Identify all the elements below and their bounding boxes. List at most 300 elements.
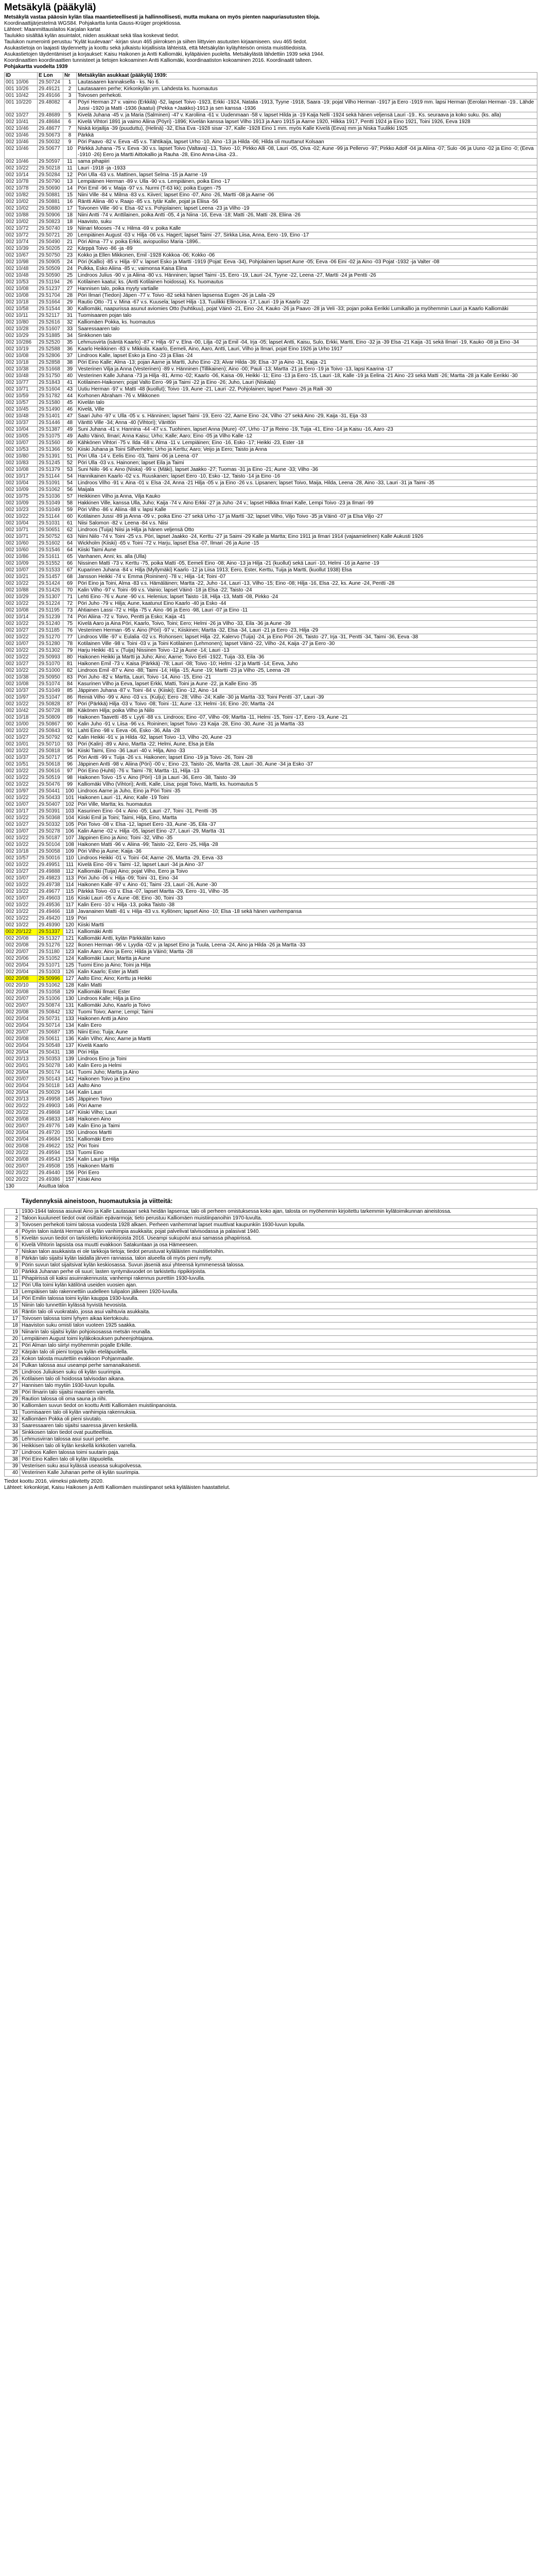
cell-nr: 27 bbox=[63, 286, 77, 293]
closing-line: Tiedot koottu 2016, viimeksi päivitetty 2020. bbox=[4, 1479, 104, 1484]
table-row bbox=[5, 112, 537, 119]
note-row bbox=[5, 1436, 537, 1443]
table-row bbox=[5, 540, 537, 547]
cell-lon: 29.51387 bbox=[38, 427, 63, 433]
cell-id: 002 10/38 bbox=[5, 366, 38, 373]
cell-residents: Pärkkä bbox=[77, 132, 537, 139]
cell-id: 002 10/00 bbox=[5, 721, 38, 728]
table-row bbox=[5, 795, 537, 802]
table-row bbox=[5, 346, 537, 353]
note-row bbox=[5, 1349, 537, 1356]
cell-lon: 29.51185 bbox=[38, 628, 63, 634]
table-row bbox=[5, 99, 537, 112]
cell-residents: Niskä kirjailija -39 (puuduttu), (Helinä) -32, Elsa Eva -1928 sisar -37, Kalle -1928 Eino 1 mm. myös Kalle Kivelä (Eeva) mm ja Niska Tuulikki 1925 bbox=[77, 126, 537, 132]
cell-lon: 29.51062 bbox=[38, 487, 63, 494]
table-row bbox=[5, 520, 537, 527]
cell-id: 002 10/57 bbox=[5, 855, 38, 862]
cell-lon: 29.51607 bbox=[38, 326, 63, 333]
intro-line: Asukastietojen täydentämiset ja korjaukset: Kaisu Haikonen ja Antti Kalliomäki, kyläpäivien puolelta. Metsäkylästä lähdettiin 1939 sekä 1944. bbox=[4, 52, 325, 57]
cell-lon: 29.50284 bbox=[38, 172, 63, 179]
note-number: 31 bbox=[5, 1410, 20, 1416]
cell-residents: Kotilainen kaatui; ks. (Antti Kotilainen hoidossa). Ks. huomautus bbox=[77, 279, 537, 286]
cell-residents: Javanainen Matti -81 v. Hilja -83 v.s. Kyllönen; lapset Aino -10; Elsa -18 sekä hänen vanhempansa bbox=[77, 909, 537, 916]
cell-lon: 29.51239 bbox=[38, 614, 63, 621]
table-row bbox=[5, 694, 537, 701]
cell-nr: 22 bbox=[63, 246, 77, 252]
cell-id: 002 10/78 bbox=[5, 179, 38, 185]
cell-residents: Kalliomäki (Tuija) Aino; pojat Vilho, Eero ja Toivo bbox=[77, 869, 537, 875]
cell-residents: Kasurinen Vilho ja Eeva, lapset Erkki, Matti, Toini ja Aune -22, ja Kalle Eino -35 bbox=[77, 681, 537, 688]
note-number: 2 bbox=[5, 1215, 20, 1222]
table-row bbox=[5, 1096, 537, 1103]
table-row bbox=[5, 982, 537, 989]
table-row bbox=[5, 567, 537, 574]
cell-id: 002 10/48 bbox=[5, 373, 38, 380]
cell-nr: 105 bbox=[63, 822, 77, 828]
table-row bbox=[5, 688, 537, 694]
cell-lon: 29.49166 bbox=[38, 93, 63, 99]
notes-section bbox=[4, 1194, 537, 1477]
cell-nr: 130 bbox=[63, 996, 77, 1003]
cell-lon: 29.51552 bbox=[38, 561, 63, 567]
cell-residents: Pöri Aliina -72 v. Toivo, Pentti ja Esko; Kaija -41 bbox=[77, 614, 537, 621]
table-row bbox=[5, 252, 537, 259]
note-text: Pöri Ilmarin talo sijaitsi maantien varrella. bbox=[20, 1389, 537, 1396]
cell-nr: 76 bbox=[63, 628, 77, 634]
cell-residents: Kalin Lauri ja Hilja bbox=[77, 1157, 537, 1163]
cell-id: 002 10/08 bbox=[5, 681, 38, 688]
cell-residents: Tuomi Toivo; Aarne; Lempi; Taimi bbox=[77, 1009, 537, 1016]
cell-lon: 29.50332 bbox=[38, 822, 63, 828]
note-text: Pöri Alman talo siirtyi myöhemmin pojalle Erkille. bbox=[20, 1343, 537, 1349]
cell-lon: 29.51195 bbox=[38, 607, 63, 614]
cell-nr: 49 bbox=[63, 440, 77, 447]
cell-nr: 48 bbox=[63, 420, 77, 427]
cell-nr: 59 bbox=[63, 507, 77, 514]
table-row bbox=[5, 574, 537, 581]
cell-lon: 29.51664 bbox=[38, 299, 63, 306]
cell-lon: 29.50906 bbox=[38, 212, 63, 219]
cell-lon: 29.49121 bbox=[38, 86, 63, 93]
table-row bbox=[5, 393, 537, 400]
cell-residents: Pöri Vilho -86 v. Aliina -88 v. lapsi Kalle bbox=[77, 507, 537, 514]
cell-residents: Kokko ja Ellen Mikkonen, Emil -1928 Kokkoa -06; Kokko -06 bbox=[77, 252, 537, 259]
cell-nr: 107 bbox=[63, 835, 77, 842]
cell-nr: 97 bbox=[63, 768, 77, 775]
cell-nr: 2 bbox=[63, 86, 77, 93]
cell-residents: Kasurinen Eino -04 v. Aino -05; Lauri -27, Toini -31, Pentti -35 bbox=[77, 808, 537, 815]
cell-nr: 128 bbox=[63, 982, 77, 989]
cell-lon: 29.51668 bbox=[38, 366, 63, 373]
note-row bbox=[5, 1343, 537, 1349]
cell-nr: 147 bbox=[63, 1110, 77, 1116]
cell-id: 002 20/04 bbox=[5, 1070, 38, 1076]
cell-nr: 156 bbox=[63, 1170, 77, 1177]
cell-lon: 29.50548 bbox=[38, 1043, 63, 1049]
cell-nr: 80 bbox=[63, 654, 77, 661]
cell-residents: Hannikainen Kaarlo -02 v.s. Ruuskanen; lapset Eero -10, Esko -12, Taisto -14 ja Eino -16 bbox=[77, 473, 537, 480]
cell-lon: 29.49684 bbox=[38, 1137, 63, 1143]
cell-nr: 14 bbox=[63, 185, 77, 192]
cell-nr: 154 bbox=[63, 1157, 77, 1163]
note-text: Pörin suvun talot sijaitsivat kylän keskiosassa. Suvun jäseniä asui yhteensä kymmenessä talossa. bbox=[20, 1262, 537, 1269]
note-text: Lempiäinen August toimi kyläkokouksen puheenjohtajana. bbox=[20, 1336, 537, 1343]
note-number: 14 bbox=[5, 1296, 20, 1302]
cell-lon: 29.51049 bbox=[38, 688, 63, 694]
cell-nr: 129 bbox=[63, 989, 77, 996]
table-row bbox=[5, 165, 537, 172]
cell-residents: Kotilainen Ville -98 v. Toini -03 v. ja Toini Kotilainen (Lehmonen); lapset Väinö -22, Vilho -24, Kaija -27 ja Eero -30 bbox=[77, 641, 537, 648]
note-row bbox=[5, 1410, 537, 1416]
cell-lon: 29.50431 bbox=[38, 1049, 63, 1056]
cell-residents: Kalliomäki Ilmari; Ester bbox=[77, 989, 537, 996]
cell-residents: Pöri bbox=[77, 916, 537, 922]
cell-id: 002 10/17 bbox=[5, 808, 38, 815]
cell-lon: 29.51611 bbox=[38, 554, 63, 561]
cell-id: 002 10/19 bbox=[5, 346, 38, 353]
cell-nr: 77 bbox=[63, 634, 77, 641]
cell-lon: 29.50016 bbox=[38, 855, 63, 862]
cell-lon: 29.50690 bbox=[38, 185, 63, 192]
cell-nr: 108 bbox=[63, 842, 77, 849]
cell-residents: Lautasaaren kannaksella - ks. No 6. bbox=[77, 79, 537, 86]
cell-residents: Lindroos Kalle, lapset Esko ja Eino -23 ja Elias -24 bbox=[77, 353, 537, 360]
table-row bbox=[5, 1056, 537, 1063]
cell-nr: 56 bbox=[63, 487, 77, 494]
cell-lon: 29.51337 bbox=[38, 929, 63, 936]
cell-nr: 113 bbox=[63, 875, 77, 882]
cell-nr: 74 bbox=[63, 614, 77, 621]
cell-residents: Haikonen Toivo -15 v. Aino (Pöri) -18 ja Lauri -36, Eero -38, Taisto -39 bbox=[77, 775, 537, 782]
note-row bbox=[5, 1470, 537, 1477]
cell-lon: 29.50368 bbox=[38, 815, 63, 822]
note-text: Lempiäisen talo rakennettiin uudelleen tulipalon jälkeen 1920-luvulla. bbox=[20, 1289, 537, 1296]
cell-nr: 92 bbox=[63, 735, 77, 741]
page-title: Metsäkylä (pääkylä) bbox=[4, 2, 96, 13]
cell-residents: Haikonen Aino bbox=[77, 1116, 537, 1123]
table-row bbox=[5, 849, 537, 855]
table-row bbox=[5, 473, 537, 480]
cell-residents: Pöri Paavo -82 v. Eeva -45 v.s. Tähtikaija, lapset Urho -10, Aino -13 ja Hilda -06; Hilda oli muuttanut Kolsaan bbox=[77, 139, 537, 146]
note-text: Toivosen perhekoti toimi talossa vuodesta 1928 alkaen. Perheen vanhemmat lapset muuttivat kaupunkiin 1930-luvun lopulla. bbox=[20, 1222, 537, 1229]
cell-id: 002 10/71 bbox=[5, 527, 38, 534]
table-row bbox=[5, 467, 537, 473]
note-row bbox=[5, 1376, 537, 1383]
note-number: 21 bbox=[5, 1343, 20, 1349]
table-row bbox=[5, 1049, 537, 1056]
note-number: 29 bbox=[5, 1396, 20, 1403]
cell-nr: 34 bbox=[63, 333, 77, 340]
table-row bbox=[5, 581, 537, 587]
cell-residents: Vesterinen Vilja ja Anna (Vesterinen) -89 v. Hänninen (Tillikainen); Aino -00; Pauli -13; Martta -21 ja Eero -19 ja Toivo -13, lapsi Kaarina -17 bbox=[77, 366, 537, 373]
cell-lon: 29.51052 bbox=[38, 956, 63, 962]
cell-lon: 29.51075 bbox=[38, 433, 63, 440]
cell-nr: 43 bbox=[63, 386, 77, 393]
cell-lon: 29.49536 bbox=[38, 902, 63, 909]
cell-lon: 29.49440 bbox=[38, 1170, 63, 1177]
cell-nr: 110 bbox=[63, 855, 77, 862]
cell-nr: 64 bbox=[63, 540, 77, 547]
cell-lon: 29.50728 bbox=[38, 708, 63, 715]
cell-id: 002 10/53 bbox=[5, 279, 38, 286]
cell-lon: 29.50752 bbox=[38, 534, 63, 540]
table-row bbox=[5, 1003, 537, 1009]
table-row bbox=[5, 1116, 537, 1123]
cell-id: 002 20/08 bbox=[5, 1009, 38, 1016]
cell-nr: 126 bbox=[63, 969, 77, 976]
cell-residents: Jansson Heikki -74 v. Emma (Roininen) -78 v.; Hilja -14; Toini -07 bbox=[77, 574, 537, 581]
cell-lon: 29.50740 bbox=[38, 226, 63, 232]
cell-id: 002 10/27 bbox=[5, 112, 38, 119]
cell-nr: 142 bbox=[63, 1076, 77, 1083]
cell-nr: 28 bbox=[63, 293, 77, 299]
note-row bbox=[5, 1289, 537, 1296]
cell-id: 002 10/75 bbox=[5, 494, 38, 500]
note-text: Pärkkä Juhanan perhe oli suuri; lasten syntymävuodet on tarkistettu rippikirjoista. bbox=[20, 1269, 537, 1276]
cell-lon: 29.51062 bbox=[38, 982, 63, 989]
cell-lon: 29.51457 bbox=[38, 574, 63, 581]
table-row bbox=[5, 93, 537, 99]
cell-residents: Kiiski Juhana ja Toini Silfverhelm; Urho ja Kerttu; Aaro; Veijo ja Eero; Taisto ja Anna bbox=[77, 447, 537, 453]
cell-lon: 29.50407 bbox=[38, 802, 63, 808]
cell-nr: 150 bbox=[63, 1130, 77, 1137]
note-text: Haaviston suku omisti talon vuoteen 1925 saakka. bbox=[20, 1323, 537, 1329]
cell-nr: 117 bbox=[63, 902, 77, 909]
cell-residents: Maijala bbox=[77, 487, 537, 494]
cell-nr: 145 bbox=[63, 1096, 77, 1103]
cell-nr: 21 bbox=[63, 239, 77, 246]
cell-nr: 46 bbox=[63, 406, 77, 413]
table-row bbox=[5, 607, 537, 614]
cell-lon: 29.51750 bbox=[38, 373, 63, 380]
cell-id: 002 10/71 bbox=[5, 534, 38, 540]
note-row bbox=[5, 1369, 537, 1376]
cell-residents: Jäppinen Juhana -87 v. Toini -84 v. (Kiiski); Eino -12, Aino -14 bbox=[77, 688, 537, 694]
table-row bbox=[5, 219, 537, 226]
cell-nr: 121 bbox=[63, 936, 77, 942]
cell-lon: 29.51058 bbox=[38, 989, 63, 996]
table-row bbox=[5, 641, 537, 648]
cell-id: 002 10/22 bbox=[5, 654, 38, 661]
cell-lon: 29.50905 bbox=[38, 259, 63, 266]
cell-lon: 29.50880 bbox=[38, 206, 63, 212]
table-row bbox=[5, 386, 537, 393]
cell-id: 002 10/51 bbox=[5, 761, 38, 768]
intro-line: Lähteet: Maanmittauslaitos Karjalan kartat bbox=[4, 27, 100, 32]
cell-lon: 29.48677 bbox=[38, 126, 63, 132]
cell-residents: Pöri Ulla -14 v. Eelis Eino -03, Taimi -06 ja Leena -07 bbox=[77, 453, 537, 460]
cell-id: 002 10/80 bbox=[5, 453, 38, 460]
cell-residents: Tuomi Eino ja Aino; Toini ja Hilja bbox=[77, 962, 537, 969]
cell-id: 002 10/07 bbox=[5, 641, 38, 648]
cell-nr: 41 bbox=[63, 380, 77, 386]
note-text: Raution talossa oli oma sauna ja riihi. bbox=[20, 1396, 537, 1403]
cell-id: 002 10/38 bbox=[5, 674, 38, 681]
cell-id: 002 10/22 bbox=[5, 165, 38, 172]
cell-nr: 152 bbox=[63, 1143, 77, 1150]
cell-residents: Pöyri Herman 27 v. vaimo (Erkkilä) -52, lapset Toivo -1923, Erkki -1924, Natalia -1913, Tyyne -1918, Saara -19; pojat Vilho Herman -1917 ja Eero -1919 mm. lapsi Herman (Eerolan Herman -19.. Lähde Jussi -1920 ja Matti -1936 (kaatui) (Pekka +Jaakko)-1913 ja sen kanssa -1936 bbox=[77, 99, 537, 112]
cell-residents: Kuparinen Juhana -84 v. Hilja (Myllymäki) Kaarlo -12 ja Liisa 1913; Eero, Ester, Kerttu, Tuija ja Martti, (kuollut 1938) Elsa bbox=[77, 567, 537, 574]
cell-residents: Lindroos Aarne ja Juho, Eino ja Pöri Toini -35 bbox=[77, 788, 537, 795]
table-row bbox=[5, 956, 537, 962]
cell-lon: 29.50950 bbox=[38, 674, 63, 681]
table-row bbox=[5, 514, 537, 520]
cell-nr: 4 bbox=[63, 99, 77, 112]
table-row bbox=[5, 862, 537, 869]
table-row bbox=[5, 601, 537, 607]
table-row bbox=[5, 802, 537, 808]
table-row bbox=[5, 192, 537, 199]
cell-lon: 29.50731 bbox=[38, 1016, 63, 1023]
note-number: 3 bbox=[5, 1222, 20, 1229]
cell-lon: 29.49677 bbox=[38, 889, 63, 895]
cell-lon: 29.48684 bbox=[38, 119, 63, 126]
footer-label: Asuttua taloa bbox=[38, 1183, 537, 1190]
cell-id: 002 10/22 bbox=[5, 835, 38, 842]
cell-id: 002 10/48 bbox=[5, 273, 38, 279]
cell-nr: 86 bbox=[63, 694, 77, 701]
cell-id: 002 10/07 bbox=[5, 828, 38, 835]
cell-lon: 29.51302 bbox=[38, 648, 63, 654]
table-row bbox=[5, 1029, 537, 1036]
cell-nr: 103 bbox=[63, 808, 77, 815]
cell-residents: Pöri Ville, Martta; ks. huomautus bbox=[77, 802, 537, 808]
intro-line: Taulukko sisältää kylän asuintalot, niiden asukkaat sekä tilaa koskevat tiedot. bbox=[4, 33, 180, 39]
cell-lon: 29.50433 bbox=[38, 795, 63, 802]
note-text: Pöri Ulla toimi kylän kätilönä useiden vuosien ajan. bbox=[20, 1282, 537, 1289]
table-row bbox=[5, 279, 537, 286]
cell-lon: 29.50823 bbox=[38, 219, 63, 226]
cell-lon: 29.48082 bbox=[38, 99, 63, 112]
cell-nr: 100 bbox=[63, 788, 77, 795]
cell-residents: Kiiski Emil ja Toini; Taimi, Hilja, Eino, Martta bbox=[77, 815, 537, 822]
cell-id: 002 10/48 bbox=[5, 413, 38, 420]
cell-residents: Kiiski Vilho; Lauri bbox=[77, 1110, 537, 1116]
cell-lon: 29.51782 bbox=[38, 393, 63, 400]
cell-id: 002 10/07 bbox=[5, 875, 38, 882]
note-number: 39 bbox=[5, 1463, 20, 1470]
table-row bbox=[5, 648, 537, 654]
cell-id: 002 10/29 bbox=[5, 333, 38, 340]
cell-residents: Kalliomäki Antti bbox=[77, 929, 537, 936]
cell-nr: 114 bbox=[63, 882, 77, 889]
table-row bbox=[5, 246, 537, 252]
cell-residents: Vänttö Ville -34; Anna -40 (Vihtori); Vänttön bbox=[77, 420, 537, 427]
note-number: 27 bbox=[5, 1383, 20, 1389]
cell-lon: 29.51144 bbox=[38, 473, 63, 480]
cell-residents: Pöri Hilja bbox=[77, 1049, 537, 1056]
table-row bbox=[5, 259, 537, 266]
cell-lon: 29.50143 bbox=[38, 1076, 63, 1083]
cell-lon: 29.51391 bbox=[38, 453, 63, 460]
cell-id: 002 10/22 bbox=[5, 768, 38, 775]
note-row bbox=[5, 1302, 537, 1309]
cell-residents: Kalin Eero ja Helmi bbox=[77, 1063, 537, 1070]
cell-residents: Saari Juho -97 v. Ulla -05 v. s. Hänninen; lapset Taimi -19, Eero -22, Aarne Eino -24, Vilho -27 sekä Aino -29, Kaija -31, Eija -33 bbox=[77, 413, 537, 420]
cell-nr: 96 bbox=[63, 761, 77, 768]
cell-lon: 29.51580 bbox=[38, 400, 63, 406]
cell-lon: 29.50750 bbox=[38, 252, 63, 259]
table-row bbox=[5, 761, 537, 768]
cell-nr: 133 bbox=[63, 1016, 77, 1023]
cell-residents: Kähkönen Vihtori -75 v. Ilda -68 v. Alma -11 v. Lempiäinen; Eino -16, Esko -17; Heikki -23, Ester -18 bbox=[77, 440, 537, 447]
cell-id: 002 20/07 bbox=[5, 949, 38, 956]
cell-nr: 63 bbox=[63, 534, 77, 540]
cell-lon: 29.49823 bbox=[38, 875, 63, 882]
cell-nr: 125 bbox=[63, 962, 77, 969]
cell-lon: 29.50818 bbox=[38, 748, 63, 755]
notes-title: Täydennyksiä aineistoon, huomautuksia ja viitteitä: bbox=[22, 1197, 173, 1205]
table-row bbox=[5, 406, 537, 413]
cell-nr: 8 bbox=[63, 132, 77, 139]
note-text: Niskan talon asukkaista ei ole tarkkoja tietoja; tiedot perustuvat kyläläisten muistitietoihin. bbox=[20, 1249, 537, 1256]
table-row bbox=[5, 273, 537, 279]
cell-residents: Kalliomäki Lauri; Martta ja Aune bbox=[77, 956, 537, 962]
note-text: Niinin talo tunnettiin kylässä hyvistä hevosista. bbox=[20, 1302, 537, 1309]
note-row bbox=[5, 1249, 537, 1256]
cell-id: 002 10/46 bbox=[5, 146, 38, 159]
cell-nr: 120 bbox=[63, 922, 77, 929]
cell-nr: 151 bbox=[63, 1137, 77, 1143]
cell-nr: 139 bbox=[63, 1056, 77, 1063]
cell-id: 002 10/67 bbox=[5, 252, 38, 259]
cell-residents: Niini Niilo -74 v. Toini -25 v.s. Pöri, lapset Jaakko -24, Kerttu -27 ja Saimi -29 Kalle ja Martta; Eino 1911 ja Ilmari 1914 (vajaamielinen) Kalle Aukusti 1926 bbox=[77, 534, 537, 540]
table-row bbox=[5, 179, 537, 185]
cell-residents: Pöri Toivo -08 v. Elsa -12, lapset Eero -33, Aune -35, Eila -37 bbox=[77, 822, 537, 828]
cell-nr: 30 bbox=[63, 306, 77, 313]
cell-lon: 29.49720 bbox=[38, 1130, 63, 1137]
table-row bbox=[5, 79, 537, 86]
note-text: Pulkan talossa asui useampi perhe samanaikaisesti. bbox=[20, 1363, 537, 1369]
cell-id: 002 20/08 bbox=[5, 1143, 38, 1150]
cell-id: 002 10/07 bbox=[5, 802, 38, 808]
note-row bbox=[5, 1396, 537, 1403]
cell-id: 002 10/22 bbox=[5, 634, 38, 641]
cell-id: 002 10/05 bbox=[5, 433, 38, 440]
cell-id: 002 20/13 bbox=[5, 1056, 38, 1063]
intro-line: Koordinaattien koordinaattien tunnisteet ja tietojen kokoaminen Antti Kalliomäki, koordinaatiston kokoaminen 2016. Koordinaatit talteen. bbox=[4, 58, 312, 63]
note-number: 16 bbox=[5, 1309, 20, 1316]
note-text: Tuomisaaren talo oli kylän vanhimpia rakennuksia. bbox=[20, 1410, 537, 1416]
cell-id: 002 10/88 bbox=[5, 587, 38, 594]
cell-residents: Kärppä Toivo -86 -ja -89 bbox=[77, 246, 537, 252]
table-row bbox=[5, 206, 537, 212]
cell-id: 002 20/07 bbox=[5, 996, 38, 1003]
cell-nr: 119 bbox=[63, 916, 77, 922]
table-row bbox=[5, 480, 537, 487]
note-text: Kokon talosta muutettiin evakkoon Pohjanmaalle. bbox=[20, 1356, 537, 1363]
cell-id: 002 10/11 bbox=[5, 313, 38, 319]
cell-residents: Kivelä Kaarlo bbox=[77, 1043, 537, 1049]
cell-residents: Kalin Kaarlo; Ester ja Matti bbox=[77, 969, 537, 976]
table-row bbox=[5, 460, 537, 467]
table-row bbox=[5, 902, 537, 909]
cell-id: 002 10/46 bbox=[5, 132, 38, 139]
cell-id: 002 20/22 bbox=[5, 1170, 38, 1177]
cell-id: 002 20/08 bbox=[5, 1036, 38, 1043]
cell-residents: Lindroos Heikki -01 v. Toini -04; Aarne -26, Martta -29, Eeva -33 bbox=[77, 855, 537, 862]
cell-id: 002 20/122 bbox=[5, 929, 38, 936]
note-text: Lindroos Kallen talossa toimi suutarin paja. bbox=[20, 1450, 537, 1456]
table-row bbox=[5, 587, 537, 594]
cell-nr: 111 bbox=[63, 862, 77, 869]
cell-residents: Pöri Alma -77 v. poika Erkki, aviopuoliso Maria -1896.. bbox=[77, 239, 537, 246]
table-row bbox=[5, 875, 537, 882]
cell-lon: 29.50104 bbox=[38, 842, 63, 849]
cell-residents: Lindroos Ville -97 v. Eulalia -02 v.s. Rohonsen; lapset Hilja -22, Kalervo (Tuija) -24, ja Eino Pöri -26, Taisto -27, Irja -31, Pentti -34, Taimi -36, Eeva -38 bbox=[77, 634, 537, 641]
cell-lon: 29.50842 bbox=[38, 1009, 63, 1016]
cell-residents: Haikonen Taavetti -85 v. Lyyti -88 v.s. Lindroos; Eino -07, Vilho -09; Martta -11, Helmi -15, Toini -17, Eero -19, Aune -21 bbox=[77, 715, 537, 721]
